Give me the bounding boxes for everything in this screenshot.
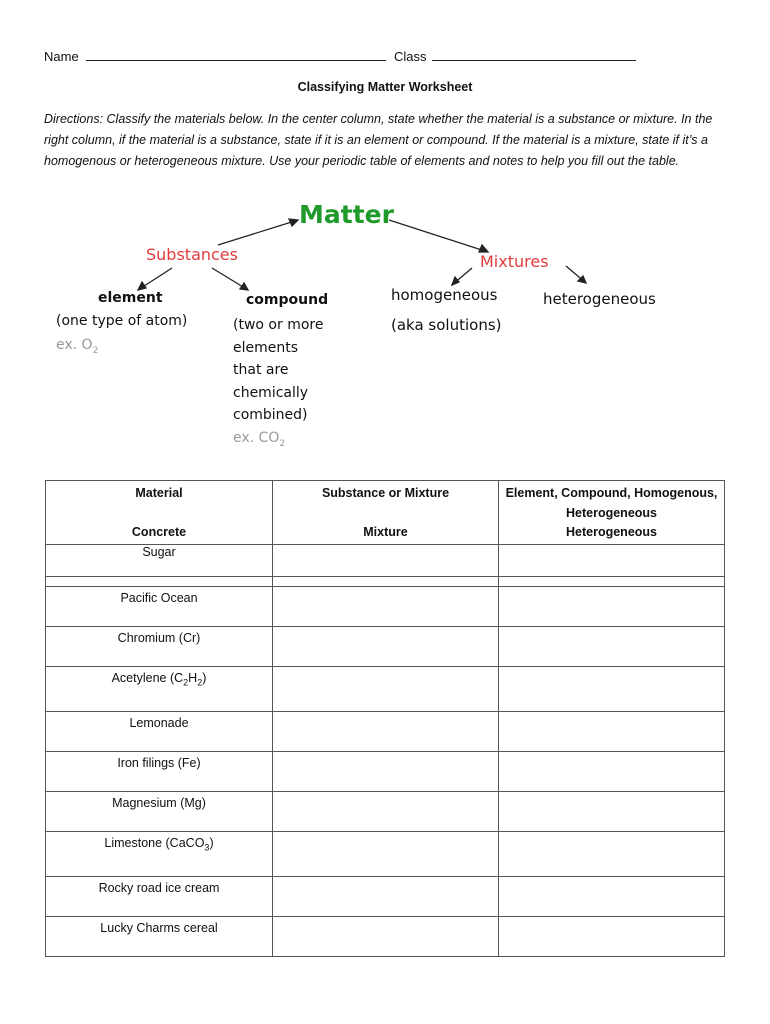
substance-mixture-answer[interactable] [273, 587, 499, 627]
substance-mixture-answer[interactable] [273, 626, 499, 666]
header-cell [499, 481, 725, 545]
material-cell: Lucky Charms cereal [46, 917, 273, 957]
table-row [46, 917, 725, 957]
material-text: ) [209, 835, 214, 850]
material-subscript: 2 [197, 677, 203, 688]
material-cell: Chromium (Cr) [46, 626, 273, 666]
material-cell [46, 831, 273, 876]
compound-example-text: ex. CO [233, 429, 280, 446]
substances-label: Substances [146, 245, 238, 264]
classification-header: Element, Compound, Homogenous, Heterogeneous [505, 486, 718, 520]
element-description: (one type of atom) [56, 313, 188, 329]
table-row [46, 791, 725, 831]
substance-mixture-header: Substance or Mixture [321, 486, 450, 500]
compound-desc-line: elements [233, 339, 299, 356]
compound-desc-line: that are [233, 362, 289, 378]
classification-answer[interactable] [499, 626, 725, 666]
material-cell: Sugar [46, 545, 273, 577]
compound-example [233, 427, 323, 455]
mixtures-label: Mixtures [480, 252, 549, 271]
homogeneous-label: homogeneous [391, 286, 498, 304]
material-text: Acetylene (C [111, 670, 184, 685]
header-cell [46, 481, 273, 545]
classification-answer[interactable] [499, 712, 725, 752]
substance-mixture-answer[interactable] [273, 576, 499, 587]
element-example-subscript: 2 [92, 345, 99, 356]
classification-table [45, 480, 725, 957]
material-text: H [188, 670, 198, 685]
compound-label: compound [246, 292, 329, 308]
table-row [46, 545, 725, 577]
heterogeneous-label: heterogeneous [543, 290, 656, 308]
classification-answer[interactable] [499, 831, 725, 876]
example-classification: Heterogeneous [566, 525, 657, 539]
material-text: ) [202, 670, 207, 685]
table-row [46, 587, 725, 627]
classification-answer[interactable] [499, 877, 725, 917]
substance-mixture-answer[interactable] [273, 545, 499, 577]
material-cell: Pacific Ocean [46, 587, 273, 627]
class-label: Class [393, 49, 427, 64]
substance-mixture-answer[interactable] [273, 877, 499, 917]
substance-mixture-answer[interactable] [273, 666, 499, 711]
table-row [46, 712, 725, 752]
material-subscript: 2 [183, 677, 189, 688]
substance-mixture-answer[interactable] [273, 752, 499, 792]
classification-answer[interactable] [499, 752, 725, 792]
element-label: element [98, 290, 163, 306]
matter-label: Matter [299, 200, 394, 229]
substance-mixture-answer[interactable] [273, 791, 499, 831]
table-row [46, 877, 725, 917]
table-row [46, 831, 725, 876]
classification-answer[interactable] [499, 545, 725, 577]
element-example [56, 337, 98, 356]
substance-mixture-answer[interactable] [273, 831, 499, 876]
compound-desc-line: chemically [233, 384, 309, 401]
table-row [46, 752, 725, 792]
material-text: Limestone (CaCO [104, 835, 205, 850]
element-example-text: ex. O [56, 337, 93, 353]
compound-description [233, 314, 323, 455]
compound-desc-line: combined) [233, 407, 308, 423]
material-cell: Lemonade [46, 712, 273, 752]
example-substance-mixture: Mixture [363, 524, 408, 539]
page-title: Classifying Matter Worksheet [297, 80, 473, 94]
material-cell: Iron filings (Fe) [46, 752, 273, 792]
table-row [46, 626, 725, 666]
material-cell: Magnesium (Mg) [46, 791, 273, 831]
table-row [46, 666, 725, 711]
material-subscript: 3 [204, 842, 210, 853]
name-label: Name [44, 49, 79, 64]
substance-mixture-answer[interactable] [273, 917, 499, 957]
classification-answer[interactable] [499, 587, 725, 627]
compound-example-subscript: 2 [279, 438, 286, 449]
compound-desc-line: (two or more [233, 317, 324, 333]
classification-answer[interactable] [499, 666, 725, 711]
classification-answer[interactable] [499, 791, 725, 831]
material-cell [46, 666, 273, 711]
directions-text: Directions: Classify the materials below. In the center column, state whether the material is a substance or mixture. In the right column, if the material is a substance, state if it is an element or compound. If the material is a mixture, state if it’s a homogenous or heterogeneous mixture. Use your periodic table of elements and notes to help you fill out the table. [44, 112, 713, 168]
material-cell: Rocky road ice cream [46, 877, 273, 917]
material-cell [46, 576, 273, 587]
classification-answer[interactable] [499, 917, 725, 957]
substance-mixture-answer[interactable] [273, 712, 499, 752]
homogeneous-description: (aka solutions) [391, 316, 502, 334]
header-cell [273, 481, 499, 545]
material-header: Material [135, 486, 183, 500]
classification-answer[interactable] [499, 576, 725, 587]
matter-diagram-lines [0, 0, 770, 480]
table-header-row [46, 481, 725, 545]
example-material: Concrete [131, 524, 187, 539]
table-row [46, 576, 725, 587]
